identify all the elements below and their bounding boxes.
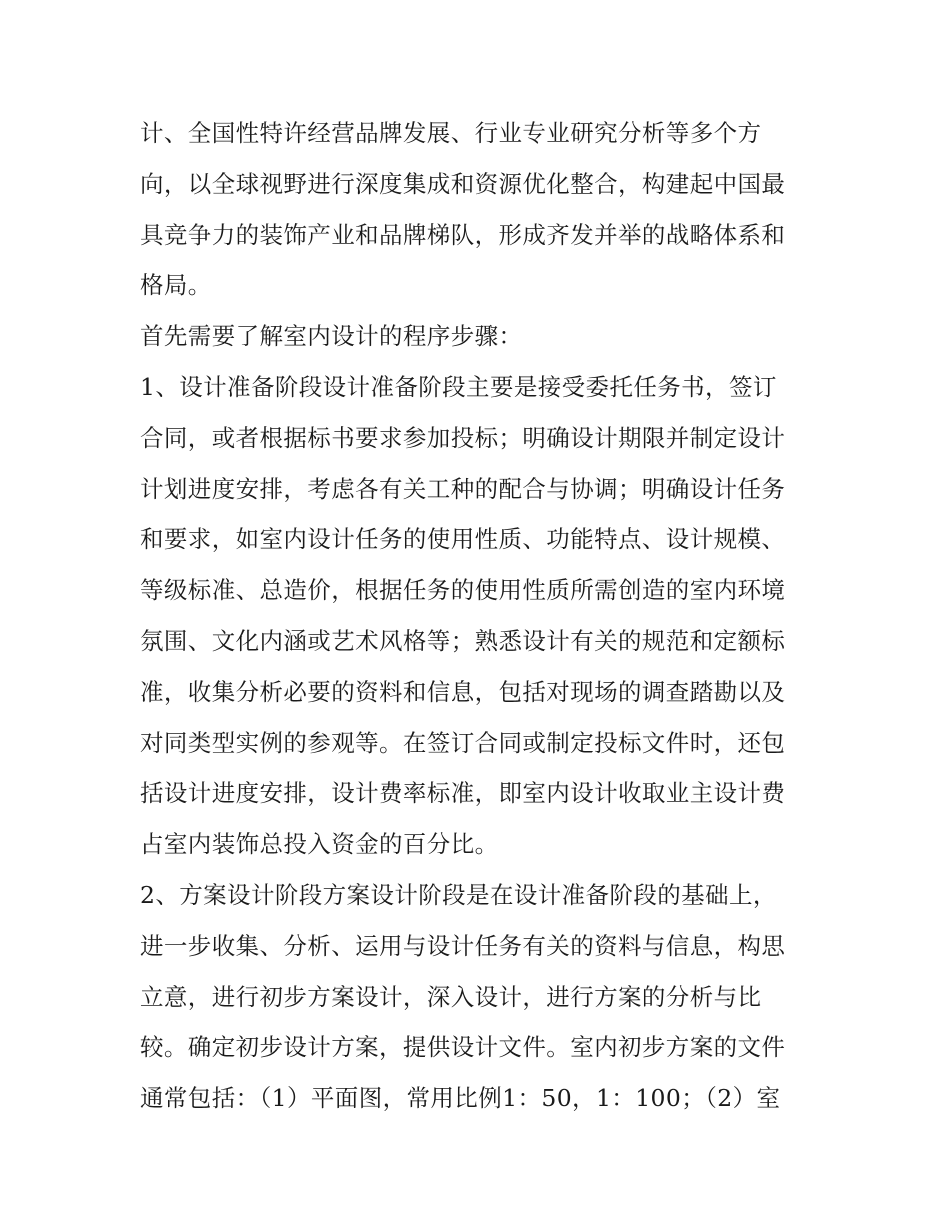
text-line-15: 占室内装饰总投入资金的百分比。 (140, 830, 499, 859)
text-line-1: 计、全国性特许经营品牌发展、行业专业研究分析等多个方 (140, 119, 762, 147)
text-line-17: 进一步收集、分析、运用与设计任务有关的资料与信息，构思 (140, 931, 786, 960)
step-1-heading-line: 1、设计准备阶段设计准备阶段主要是接受委托任务书，签订 (140, 372, 777, 401)
section-intro-line: 首先需要了解室内设计的程序步骤： (140, 322, 523, 351)
text-line-11: 氛围、文化内涵或艺术风格等；熟悉设计有关的规范和定额标 (140, 626, 786, 655)
text-line-12: 准，收集分析必要的资料和信息，包括对现场的调查踏勘以及 (140, 677, 786, 706)
text-line-20: 通常包括：（1）平面图，常用比例1：50，1：100；（2）室 (140, 1084, 781, 1113)
step-2-heading-line: 2、方案设计阶段方案设计阶段是在设计准备阶段的基础上， (140, 880, 777, 909)
text-line-13: 对同类型实例的参观等。在签订合同或制定投标文件时，还包 (140, 728, 786, 757)
text-line-10: 等级标准、总造价，根据任务的使用性质所需创造的室内环境 (140, 576, 786, 605)
text-line-19: 较。确定初步设计方案，提供设计文件。室内初步方案的文件 (140, 1033, 786, 1062)
text-line-7: 合同，或者根据标书要求参加投标；明确设计期限并制定设计 (140, 423, 786, 452)
text-line-8: 计划进度安排，考虑各有关工种的配合与协调；明确设计任务 (140, 474, 786, 503)
text-line-2: 向，以全球视野进行深度集成和资源优化整合，构建起中国最 (140, 169, 786, 198)
text-line-18: 立意，进行初步方案设计，深入设计，进行方案的分析与比 (140, 982, 762, 1011)
text-line-4: 格局。 (140, 271, 212, 300)
text-line-9: 和要求，如室内设计任务的使用性质、功能特点、设计规模、 (140, 525, 786, 554)
document-body (140, 108, 820, 1124)
text-line-14: 括设计进度安排，设计费率标准，即室内设计收取业主设计费 (140, 779, 786, 808)
text-line-3: 具竞争力的装饰产业和品牌梯队，形成齐发并举的战略体系和 (140, 220, 786, 249)
